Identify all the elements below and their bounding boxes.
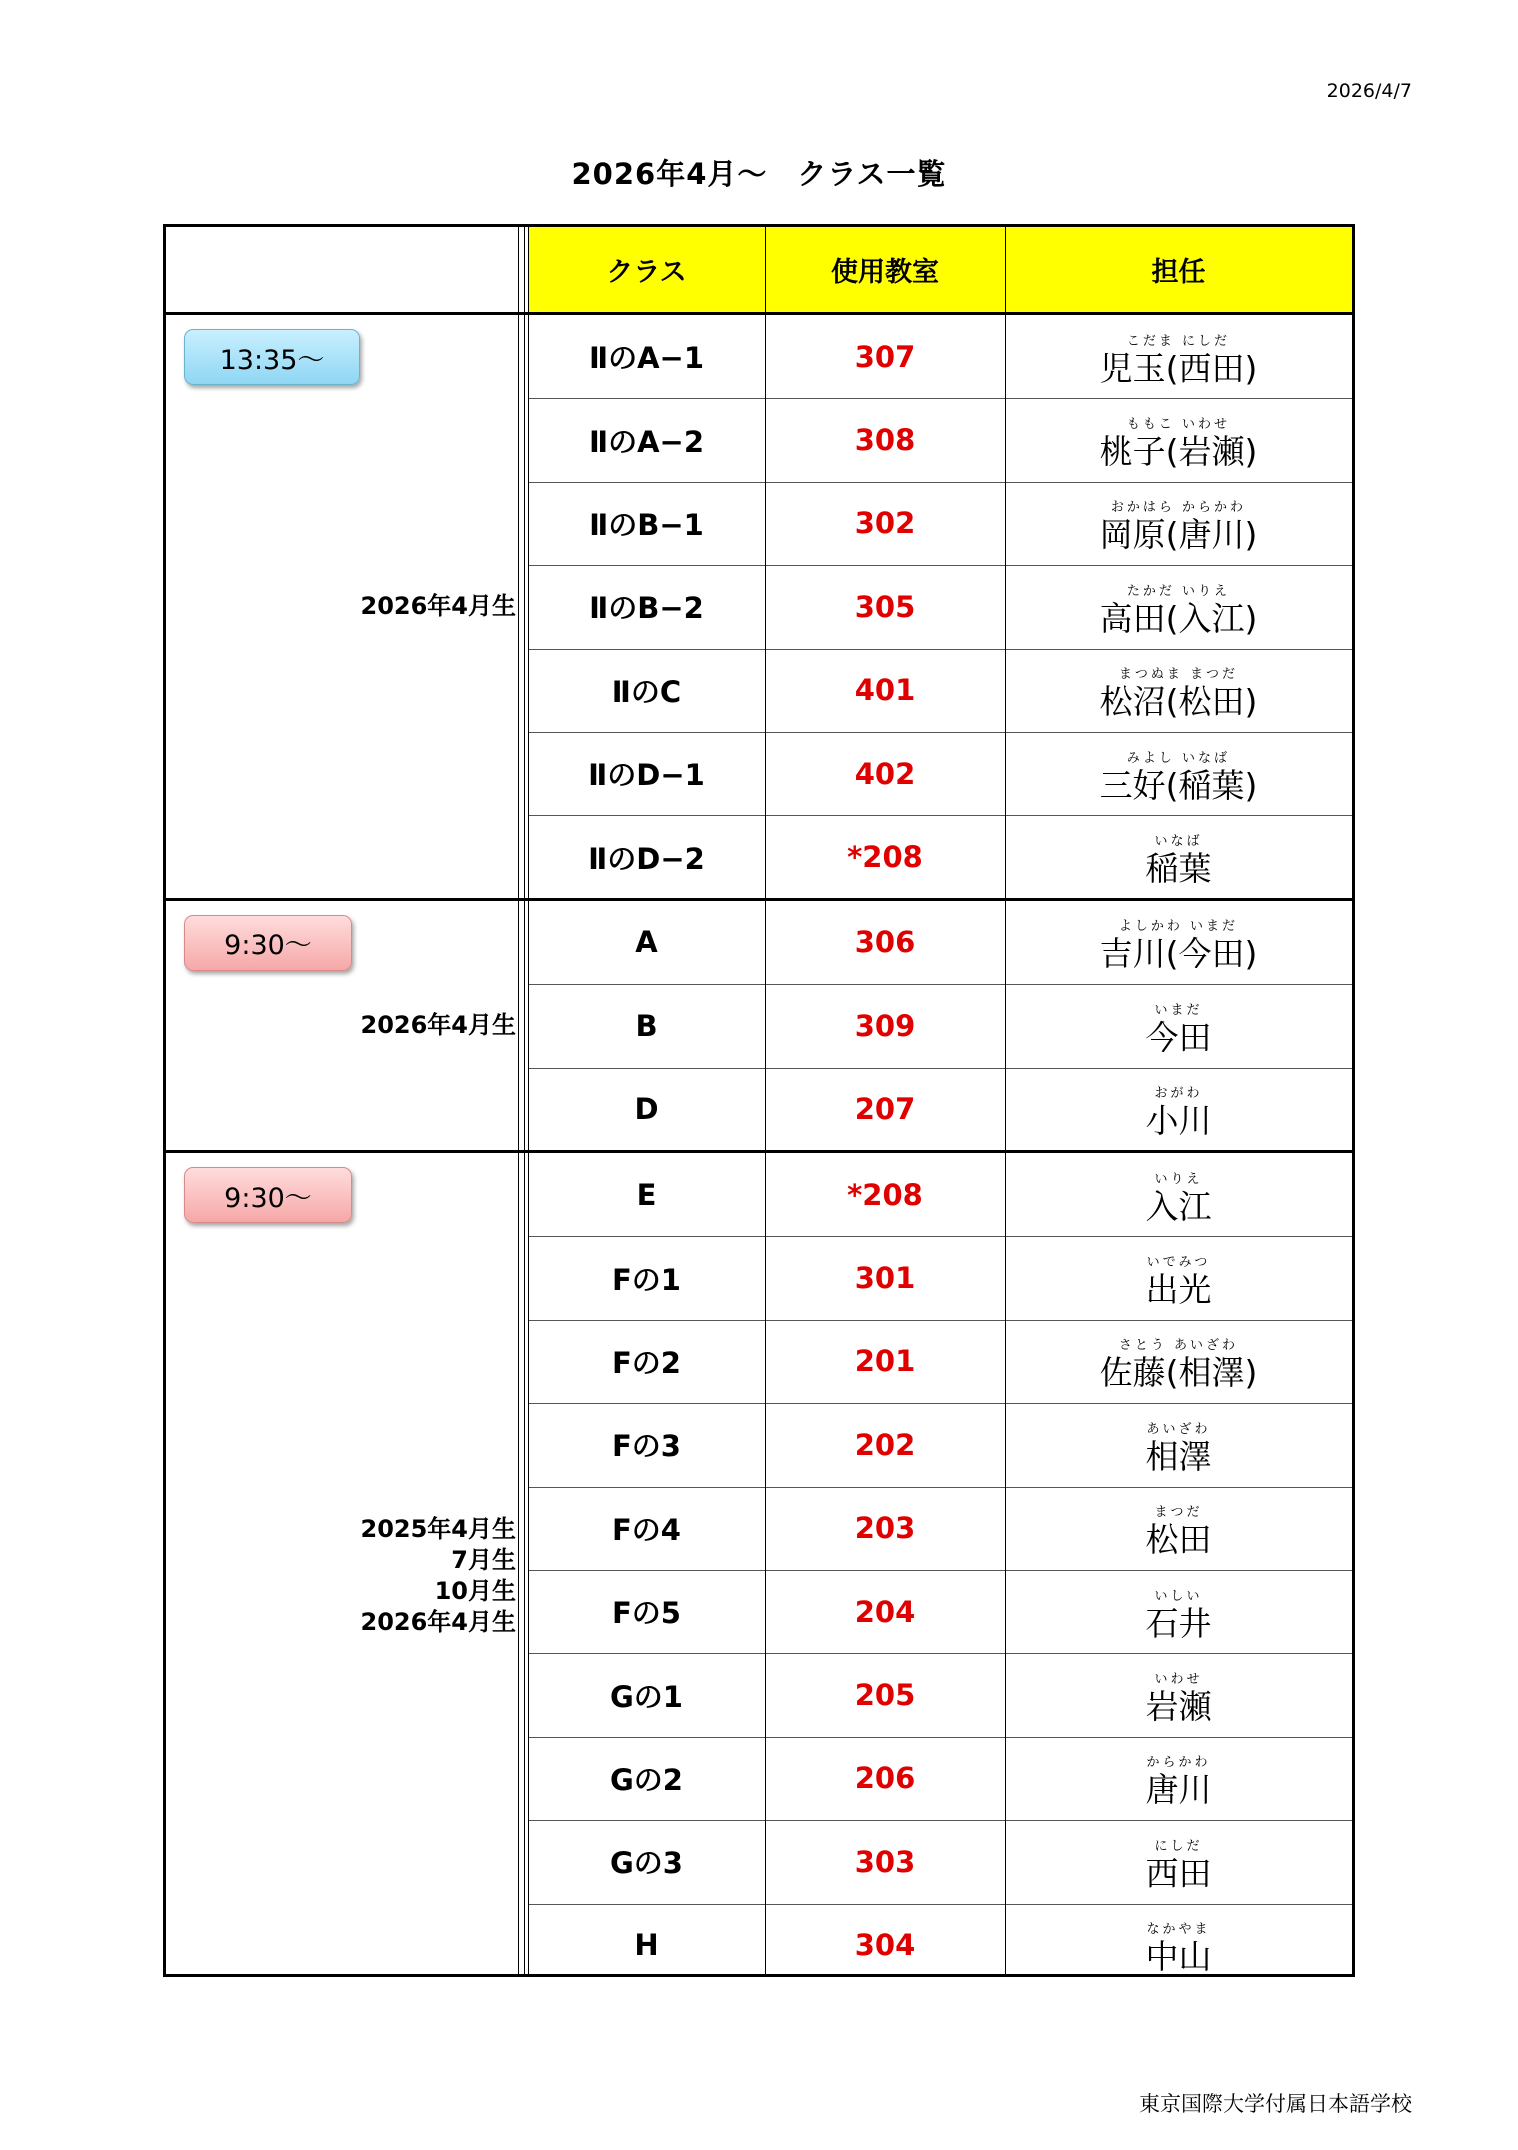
header-class: クラス [528, 227, 765, 312]
teacher-cell [1005, 1236, 1352, 1319]
teacher-furigana: いりえ [1154, 1171, 1203, 1187]
class-name-cell: ⅡのA−2 [588, 424, 705, 459]
teacher-name: 岡原(唐川) [1099, 515, 1258, 555]
room-cell: 302 [854, 506, 916, 541]
table-row [166, 1403, 1352, 1486]
teacher-cell [1005, 1904, 1352, 1987]
teacher-name: 中山 [1145, 1937, 1212, 1977]
room-cell: 306 [854, 925, 916, 960]
teacher-name: 石井 [1145, 1603, 1212, 1643]
room-cell: 309 [854, 1008, 916, 1043]
room-cell: 308 [854, 423, 916, 458]
class-name-cell: Gの3 [610, 1846, 683, 1881]
room-cell: *208 [847, 1177, 923, 1212]
header-teacher: 担任 [1005, 227, 1352, 312]
teacher-name: 松沼(松田) [1099, 682, 1258, 722]
teacher-furigana: なかやま [1146, 1922, 1211, 1938]
divider [524, 227, 525, 1974]
table-row [166, 482, 1352, 565]
teacher-cell [1005, 1487, 1352, 1570]
divider [528, 227, 529, 1974]
teacher-furigana: いでみつ [1146, 1255, 1211, 1271]
cohort-label [256, 1514, 516, 1638]
room-cell: 206 [854, 1761, 916, 1796]
teacher-furigana: いまだ [1154, 1002, 1203, 1018]
cohort-line: 7月生 [451, 1546, 516, 1574]
teacher-cell [1005, 1737, 1352, 1820]
teacher-name: 松田 [1145, 1520, 1212, 1560]
teacher-cell [1005, 315, 1352, 398]
room-cell: *208 [847, 840, 923, 875]
cohort-line: 2025年4月生 [360, 1515, 516, 1543]
teacher-furigana: いしい [1154, 1588, 1203, 1604]
room-cell: 301 [854, 1261, 916, 1296]
class-name-cell: Fの2 [612, 1345, 681, 1380]
teacher-cell [1005, 901, 1352, 984]
room-cell: 207 [854, 1092, 916, 1127]
teacher-name-group [1145, 1667, 1212, 1727]
class-name-cell: Fの4 [612, 1512, 681, 1547]
teacher-furigana: こだま にしだ [1126, 333, 1231, 349]
table-row [166, 732, 1352, 815]
divider [1005, 227, 1006, 1974]
cohort-line: 2026年4月生 [360, 592, 516, 621]
class-name-cell: Fの3 [612, 1429, 681, 1464]
cohort-label [256, 1010, 516, 1041]
table-row [166, 1904, 1352, 1987]
teacher-name-group [1145, 1250, 1212, 1310]
header-room: 使用教室 [765, 227, 1005, 312]
table-row [166, 815, 1352, 898]
page-title: 2026年4月～ クラス一覧 [571, 157, 947, 191]
time-badge: 13:35～ [184, 329, 360, 385]
teacher-cell [1005, 1653, 1352, 1736]
teacher-cell [1005, 984, 1352, 1067]
footer-school: 東京国際大学付属日本語学校 [1139, 2092, 1412, 2116]
teacher-name: 岩瀬 [1145, 1687, 1212, 1727]
cohort-label [256, 591, 516, 622]
class-name-cell: B [635, 1008, 658, 1043]
teacher-cell [1005, 1820, 1352, 1903]
teacher-furigana: よしかわ いまだ [1118, 919, 1239, 935]
teacher-cell [1005, 1320, 1352, 1403]
room-cell: 303 [854, 1844, 916, 1879]
teacher-name-group [1145, 1584, 1212, 1643]
class-table [163, 224, 1355, 1977]
time-badge: 9:30～ [184, 1167, 352, 1223]
teacher-name-group [1145, 998, 1212, 1057]
teacher-name-group [1099, 329, 1258, 388]
teacher-cell [1005, 815, 1352, 898]
teacher-name-group [1099, 495, 1258, 555]
teacher-name: 今田 [1145, 1017, 1212, 1057]
teacher-name-group [1145, 1417, 1212, 1476]
class-name-cell: E [636, 1177, 657, 1212]
divider [765, 227, 766, 1974]
teacher-furigana: いなば [1154, 834, 1203, 850]
divider [166, 312, 1352, 315]
teacher-name-group [1099, 579, 1258, 638]
table-row [166, 1653, 1352, 1736]
teacher-furigana: まつだ [1154, 1505, 1203, 1521]
teacher-furigana: おがわ [1154, 1086, 1203, 1102]
class-name-cell: Gの2 [610, 1762, 683, 1797]
teacher-name: 入江 [1145, 1186, 1212, 1226]
teacher-name-group [1145, 1167, 1212, 1226]
teacher-name: 児玉(西田) [1099, 348, 1258, 388]
teacher-name: 西田 [1145, 1853, 1212, 1893]
teacher-name: 出光 [1145, 1270, 1212, 1310]
teacher-furigana: まつぬま まつだ [1118, 667, 1239, 683]
teacher-name: 高田(入江) [1099, 598, 1258, 638]
divider [518, 227, 519, 1974]
room-cell: 402 [854, 756, 916, 791]
teacher-name-group [1099, 1333, 1258, 1393]
teacher-furigana: にしだ [1154, 1838, 1203, 1854]
cohort-line: 2026年4月生 [360, 1011, 516, 1040]
teacher-furigana: いわせ [1154, 1672, 1203, 1688]
teacher-name: 三好(稲葉) [1099, 765, 1258, 805]
class-name-cell: ⅡのD−2 [588, 841, 705, 876]
class-name-cell: ⅡのD−1 [588, 758, 705, 793]
room-cell: 307 [854, 339, 916, 374]
teacher-furigana: ももこ いわせ [1126, 417, 1231, 433]
class-name-cell: ⅡのA−1 [588, 341, 705, 376]
teacher-name: 唐川 [1145, 1770, 1212, 1810]
teacher-name-group [1145, 829, 1212, 889]
class-name-cell: Gの1 [610, 1679, 683, 1714]
table-row [166, 649, 1352, 732]
table-row [166, 398, 1352, 481]
room-cell: 202 [854, 1427, 916, 1462]
class-name-cell: D [634, 1092, 659, 1127]
teacher-name: 稲葉 [1145, 849, 1212, 889]
class-name-cell: Fの1 [612, 1262, 681, 1297]
teacher-name-group [1145, 1917, 1212, 1977]
class-name-cell: ⅡのB−2 [589, 591, 704, 626]
room-cell: 204 [854, 1594, 916, 1629]
teacher-furigana: からかわ [1146, 1755, 1211, 1771]
teacher-cell [1005, 398, 1352, 481]
cohort-line: 2026年4月生 [360, 1608, 516, 1636]
class-name-cell: A [635, 925, 658, 960]
teacher-name-group [1145, 1834, 1212, 1893]
teacher-furigana: みよし いなば [1126, 750, 1231, 766]
room-cell: 305 [854, 589, 916, 624]
table-row [166, 1236, 1352, 1319]
date-label: 2026/4/7 [1326, 80, 1412, 102]
teacher-name: 佐藤(相澤) [1099, 1353, 1258, 1393]
class-name-cell: ⅡのC [611, 674, 682, 709]
teacher-cell [1005, 482, 1352, 565]
teacher-cell [1005, 732, 1352, 815]
teacher-name-group [1099, 746, 1258, 805]
teacher-name: 吉川(今田) [1099, 934, 1258, 974]
teacher-furigana: あいざわ [1146, 1421, 1211, 1437]
teacher-cell [1005, 1403, 1352, 1486]
room-cell: 205 [854, 1678, 916, 1713]
teacher-name: 相澤 [1145, 1436, 1212, 1476]
teacher-cell [1005, 1570, 1352, 1653]
teacher-name-group [1099, 412, 1258, 472]
cohort-line: 10月生 [434, 1577, 516, 1605]
teacher-name: 小川 [1145, 1101, 1212, 1141]
class-name-cell: Fの5 [612, 1596, 681, 1631]
teacher-cell [1005, 1068, 1352, 1151]
teacher-cell [1005, 649, 1352, 732]
table-row [166, 1068, 1352, 1151]
teacher-cell [1005, 1153, 1352, 1236]
room-cell: 401 [854, 673, 916, 708]
table-row [166, 1820, 1352, 1903]
teacher-furigana: おかはら からかわ [1110, 500, 1247, 516]
class-name-cell: ⅡのB−1 [589, 507, 704, 542]
class-name-cell: H [634, 1928, 659, 1963]
teacher-name-group [1099, 914, 1258, 974]
teacher-name-group [1145, 1500, 1212, 1560]
teacher-name: 桃子(岩瀬) [1099, 432, 1258, 472]
room-cell: 304 [854, 1928, 916, 1963]
table-row [166, 1320, 1352, 1403]
teacher-cell [1005, 565, 1352, 648]
teacher-name-group [1145, 1750, 1212, 1810]
teacher-name-group [1145, 1081, 1212, 1141]
teacher-name-group [1099, 662, 1258, 722]
teacher-furigana: たかだ いりえ [1126, 583, 1231, 599]
room-cell: 203 [854, 1511, 916, 1546]
room-cell: 201 [854, 1344, 916, 1379]
table-row [166, 1737, 1352, 1820]
time-badge: 9:30～ [184, 915, 352, 971]
teacher-furigana: さとう あいざわ [1118, 1338, 1239, 1354]
